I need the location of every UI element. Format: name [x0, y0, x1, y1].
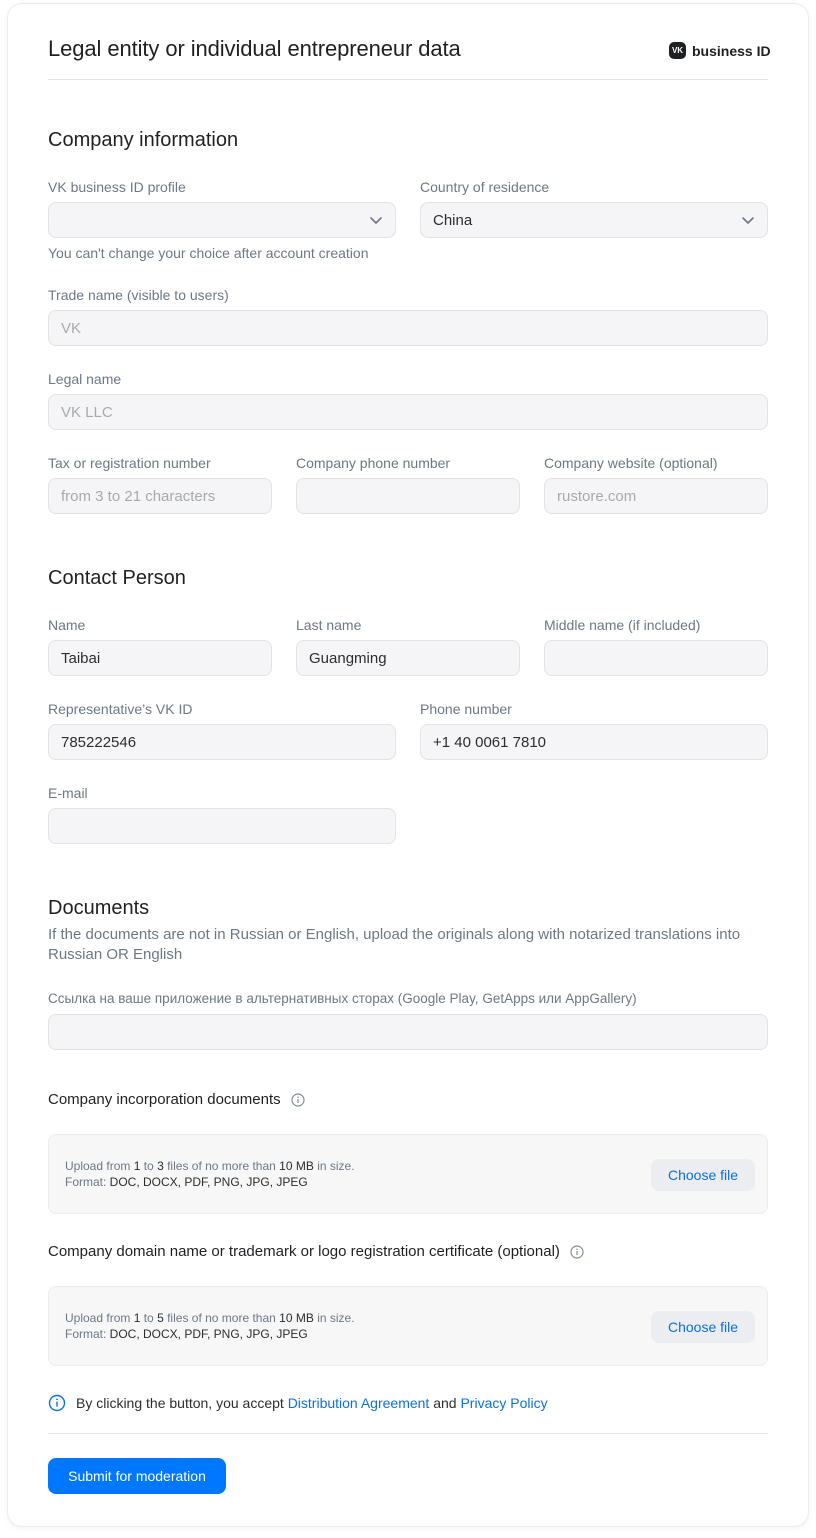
chevron-down-icon: [369, 213, 383, 227]
country-select[interactable]: [420, 202, 768, 238]
alt-store-label: Ссылка на ваше приложение в альтернативных сторах (Google Play, GetApps или AppGallery): [48, 991, 637, 1006]
page-title: Legal entity or individual entrepreneur data: [48, 36, 461, 61]
profile-label: VK business ID profile: [48, 179, 186, 195]
tax-number-label: Tax or registration number: [48, 455, 211, 471]
vk-business-id-logo: [669, 42, 771, 59]
email-label: E-mail: [48, 785, 88, 801]
info-icon[interactable]: [291, 1093, 305, 1107]
phone-input[interactable]: +1 40 0061 7810: [420, 724, 768, 760]
vk-id-label: Representative’s VK ID: [48, 701, 193, 717]
documents-section-title: Documents: [48, 897, 150, 919]
profile-hint: You can't change your choice after account creation: [48, 245, 369, 261]
vk-id-input[interactable]: 785222546: [48, 724, 396, 760]
trademark-choose-file-button[interactable]: Choose file: [651, 1311, 755, 1343]
middle-name-input[interactable]: [544, 640, 768, 676]
first-name-label: Name: [48, 617, 86, 633]
legal-name-label: Legal name: [48, 371, 122, 387]
submit-button[interactable]: Submit for moderation: [48, 1458, 226, 1494]
logo-text: business ID: [692, 42, 771, 59]
company-phone-label: Company phone number: [296, 455, 451, 471]
form-card: [8, 4, 808, 1526]
company-phone-input[interactable]: [296, 478, 520, 514]
distribution-agreement-link[interactable]: Distribution Agreement: [287, 1395, 430, 1411]
vk-logo-icon: VK: [669, 42, 686, 59]
profile-select[interactable]: [48, 202, 396, 238]
consent-notice: By clicking the button, you accept Distribution Agreement and Privacy Policy: [48, 1394, 548, 1412]
privacy-policy-link[interactable]: Privacy Policy: [460, 1395, 548, 1411]
alt-store-input[interactable]: [48, 1014, 768, 1050]
info-icon[interactable]: [570, 1245, 584, 1259]
info-circle-icon: [48, 1394, 66, 1412]
trade-name-input[interactable]: VK: [48, 310, 768, 346]
company-section-title: Company information: [48, 129, 239, 151]
trade-name-label: Trade name (visible to users): [48, 287, 229, 303]
incorporation-upload-zone[interactable]: [48, 1134, 768, 1214]
documents-description: If the documents are not in Russian or English, upload the originals along with notarized translations into Russian OR English: [48, 926, 741, 963]
email-input[interactable]: [48, 808, 396, 844]
trademark-docs-title: Company domain name or trademark or logo registration certificate (optional): [48, 1243, 584, 1260]
phone-label: Phone number: [420, 701, 512, 717]
country-label: Country of residence: [420, 179, 550, 195]
footer-divider: [48, 1433, 768, 1434]
website-input[interactable]: rustore.com: [544, 478, 768, 514]
website-label: Company website (optional): [544, 455, 718, 471]
last-name-label: Last name: [296, 617, 362, 633]
incorporation-choose-file-button[interactable]: Choose file: [651, 1159, 755, 1191]
middle-name-label: Middle name (if included): [544, 617, 701, 633]
trademark-upload-hint: Upload from 1 to 5 files of no more than 10 MB in size. Format: DOC, DOCX, PDF, PNG, JPG, JPEG: [65, 1311, 355, 1341]
trademark-upload-zone[interactable]: [48, 1286, 768, 1366]
first-name-input[interactable]: Taibai: [48, 640, 272, 676]
chevron-down-icon: [741, 213, 755, 227]
header-divider: [48, 79, 768, 80]
country-value: China: [433, 211, 473, 229]
last-name-input[interactable]: Guangming: [296, 640, 520, 676]
incorporation-docs-title: Company incorporation documents: [48, 1091, 305, 1108]
legal-name-input[interactable]: VK LLC: [48, 394, 768, 430]
contact-section-title: Contact Person: [48, 567, 186, 589]
incorporation-upload-hint: Upload from 1 to 3 files of no more than 10 MB in size. Format: DOC, DOCX, PDF, PNG, JPG, JPEG: [65, 1159, 355, 1189]
tax-number-input[interactable]: from 3 to 21 characters: [48, 478, 272, 514]
